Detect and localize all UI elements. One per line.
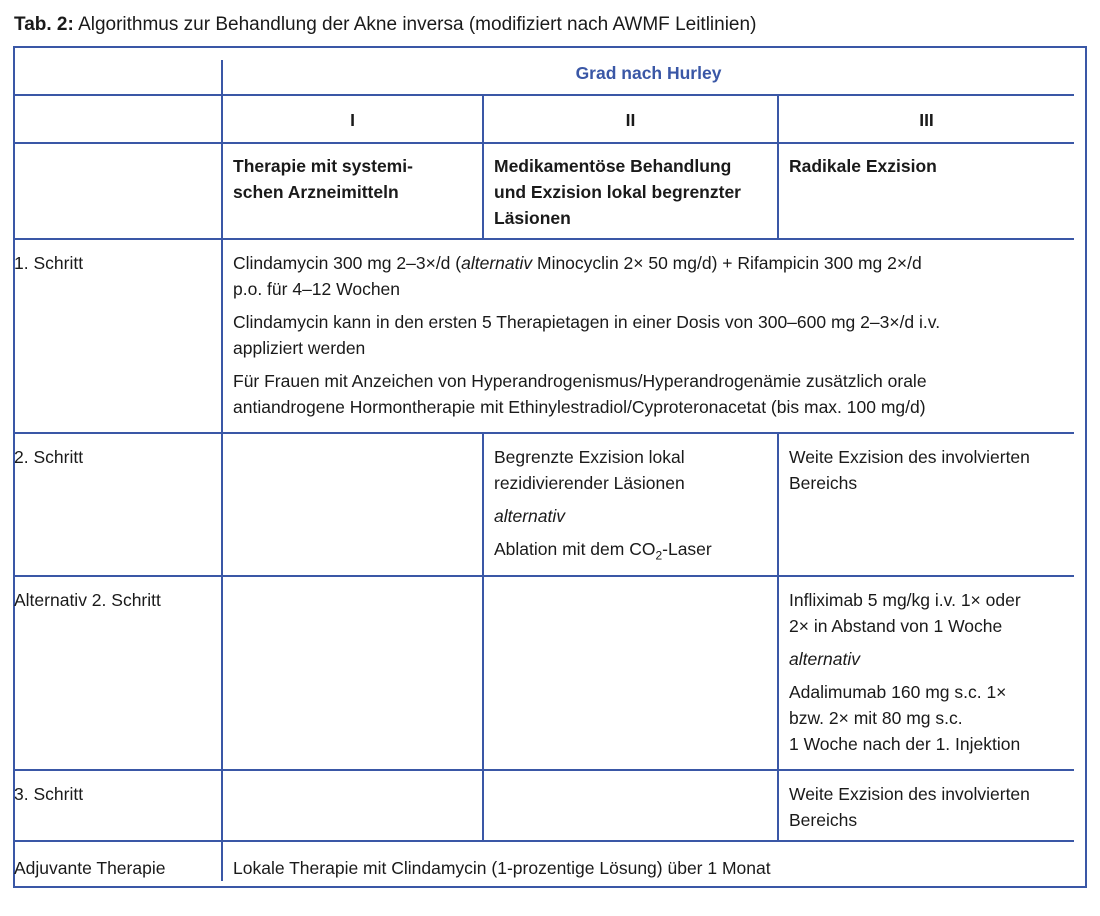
text-line: p.o. für 4–12 Wochen bbox=[233, 279, 401, 299]
text-span: -Laser bbox=[662, 539, 712, 559]
text-line: antiandrogene Hormontherapie mit Ethinylestradiol/Cyproteronacetat (bis max. 100 mg/d) bbox=[233, 397, 926, 417]
empty-cell bbox=[222, 770, 483, 841]
text-span: Minocyclin 2× 50 mg/d) + Rifampicin 300 mg 2×/d bbox=[532, 253, 922, 273]
header-row-grades bbox=[14, 95, 1074, 143]
alternativ-label bbox=[789, 646, 1064, 672]
row-alt-step2 bbox=[14, 576, 1074, 770]
alternativ-label bbox=[494, 503, 767, 529]
text-line: Begrenzte Exzision lokal bbox=[494, 447, 685, 467]
step2-grade-2 bbox=[483, 433, 778, 576]
text-line: rezidivierender Läsionen bbox=[494, 473, 685, 493]
step1-para-2 bbox=[233, 309, 1064, 361]
text-span: Ablation mit dem CO bbox=[494, 539, 656, 559]
caption-label: Tab. 2: bbox=[14, 14, 74, 35]
alternativ-italic: alternativ bbox=[494, 506, 566, 526]
therapy-grade-3 bbox=[778, 143, 1074, 239]
text-line: Für Frauen mit Anzeichen von Hyperandrogenismus/Hyperandrogenämie zusätzlich orale bbox=[233, 371, 927, 391]
text-line: 2× in Abstand von 1 Woche bbox=[789, 616, 1003, 636]
step3-grade-3 bbox=[778, 770, 1074, 841]
alternativ-italic: alternativ bbox=[461, 253, 533, 273]
therapy-table bbox=[14, 60, 1074, 881]
subscript: 2 bbox=[655, 548, 663, 563]
grade-3: III bbox=[778, 95, 1074, 143]
therapy-line: Radikale Exzision bbox=[789, 156, 937, 176]
therapy-grade-1 bbox=[222, 143, 483, 239]
header-row-therapy bbox=[14, 143, 1074, 239]
row-label: Alternativ 2. Schritt bbox=[14, 576, 222, 770]
text-line: Clindamycin kann in den ersten 5 Therapietagen in einer Dosis von 300–600 mg 2–3×/d i.v. bbox=[233, 312, 941, 332]
header-empty-cell bbox=[14, 60, 222, 95]
text-line: 1 Woche nach der 1. Injektion bbox=[789, 734, 1021, 754]
alternativ-italic: alternativ bbox=[789, 649, 861, 669]
row-label: Adjuvante Therapie bbox=[14, 841, 222, 881]
hurley-header: Grad nach Hurley bbox=[222, 60, 1074, 95]
step1-para-3 bbox=[233, 368, 1064, 420]
text-line: Infliximab 5 mg/kg i.v. 1× oder bbox=[789, 590, 1021, 610]
text-line: bzw. 2× mit 80 mg s.c. bbox=[789, 708, 963, 728]
row-label: 1. Schritt bbox=[14, 239, 222, 433]
table-caption bbox=[14, 12, 756, 38]
laser-line bbox=[494, 536, 767, 562]
text-line: Adalimumab 160 mg s.c. 1× bbox=[789, 682, 1007, 702]
alt-step2-grade-3 bbox=[778, 576, 1074, 770]
header-row-group bbox=[14, 60, 1074, 95]
text-line: appliziert werden bbox=[233, 338, 366, 358]
empty-cell bbox=[222, 576, 483, 770]
therapy-grade-2 bbox=[483, 143, 778, 239]
therapy-line: Therapie mit systemi- bbox=[233, 156, 413, 176]
grade-1: I bbox=[222, 95, 483, 143]
text-line: Weite Exzision des involvierten bbox=[789, 784, 1030, 804]
step2-grade-3 bbox=[778, 433, 1074, 576]
empty-cell bbox=[483, 576, 778, 770]
text-line: Bereichs bbox=[789, 810, 858, 830]
row-adjuvant bbox=[14, 841, 1074, 881]
adjuvant-content: Lokale Therapie mit Clindamycin (1-prozentige Lösung) über 1 Monat bbox=[222, 841, 1074, 881]
row-step2 bbox=[14, 433, 1074, 576]
text-line: Bereichs bbox=[789, 473, 858, 493]
row-label: 3. Schritt bbox=[14, 770, 222, 841]
therapy-line: Medikamentöse Behandlung bbox=[494, 156, 732, 176]
step1-para-1 bbox=[233, 250, 1064, 302]
text-line: Weite Exzision des involvierten bbox=[789, 447, 1030, 467]
header-empty-cell bbox=[14, 95, 222, 143]
therapy-line: schen Arzneimitteln bbox=[233, 182, 399, 202]
row-label: 2. Schritt bbox=[14, 433, 222, 576]
row-step1 bbox=[14, 239, 1074, 433]
caption-text: Algorithmus zur Behandlung der Akne inversa (modifiziert nach AWMF Leitlinien) bbox=[78, 14, 757, 35]
therapy-line: und Exzision lokal begrenzter bbox=[494, 182, 741, 202]
therapy-line: Läsionen bbox=[494, 208, 571, 228]
grade-2: II bbox=[483, 95, 778, 143]
text-span: Clindamycin 300 mg 2–3×/d ( bbox=[233, 253, 462, 273]
row-step3 bbox=[14, 770, 1074, 841]
empty-cell bbox=[222, 433, 483, 576]
step1-content bbox=[222, 239, 1074, 433]
header-empty-cell bbox=[14, 143, 222, 239]
empty-cell bbox=[483, 770, 778, 841]
